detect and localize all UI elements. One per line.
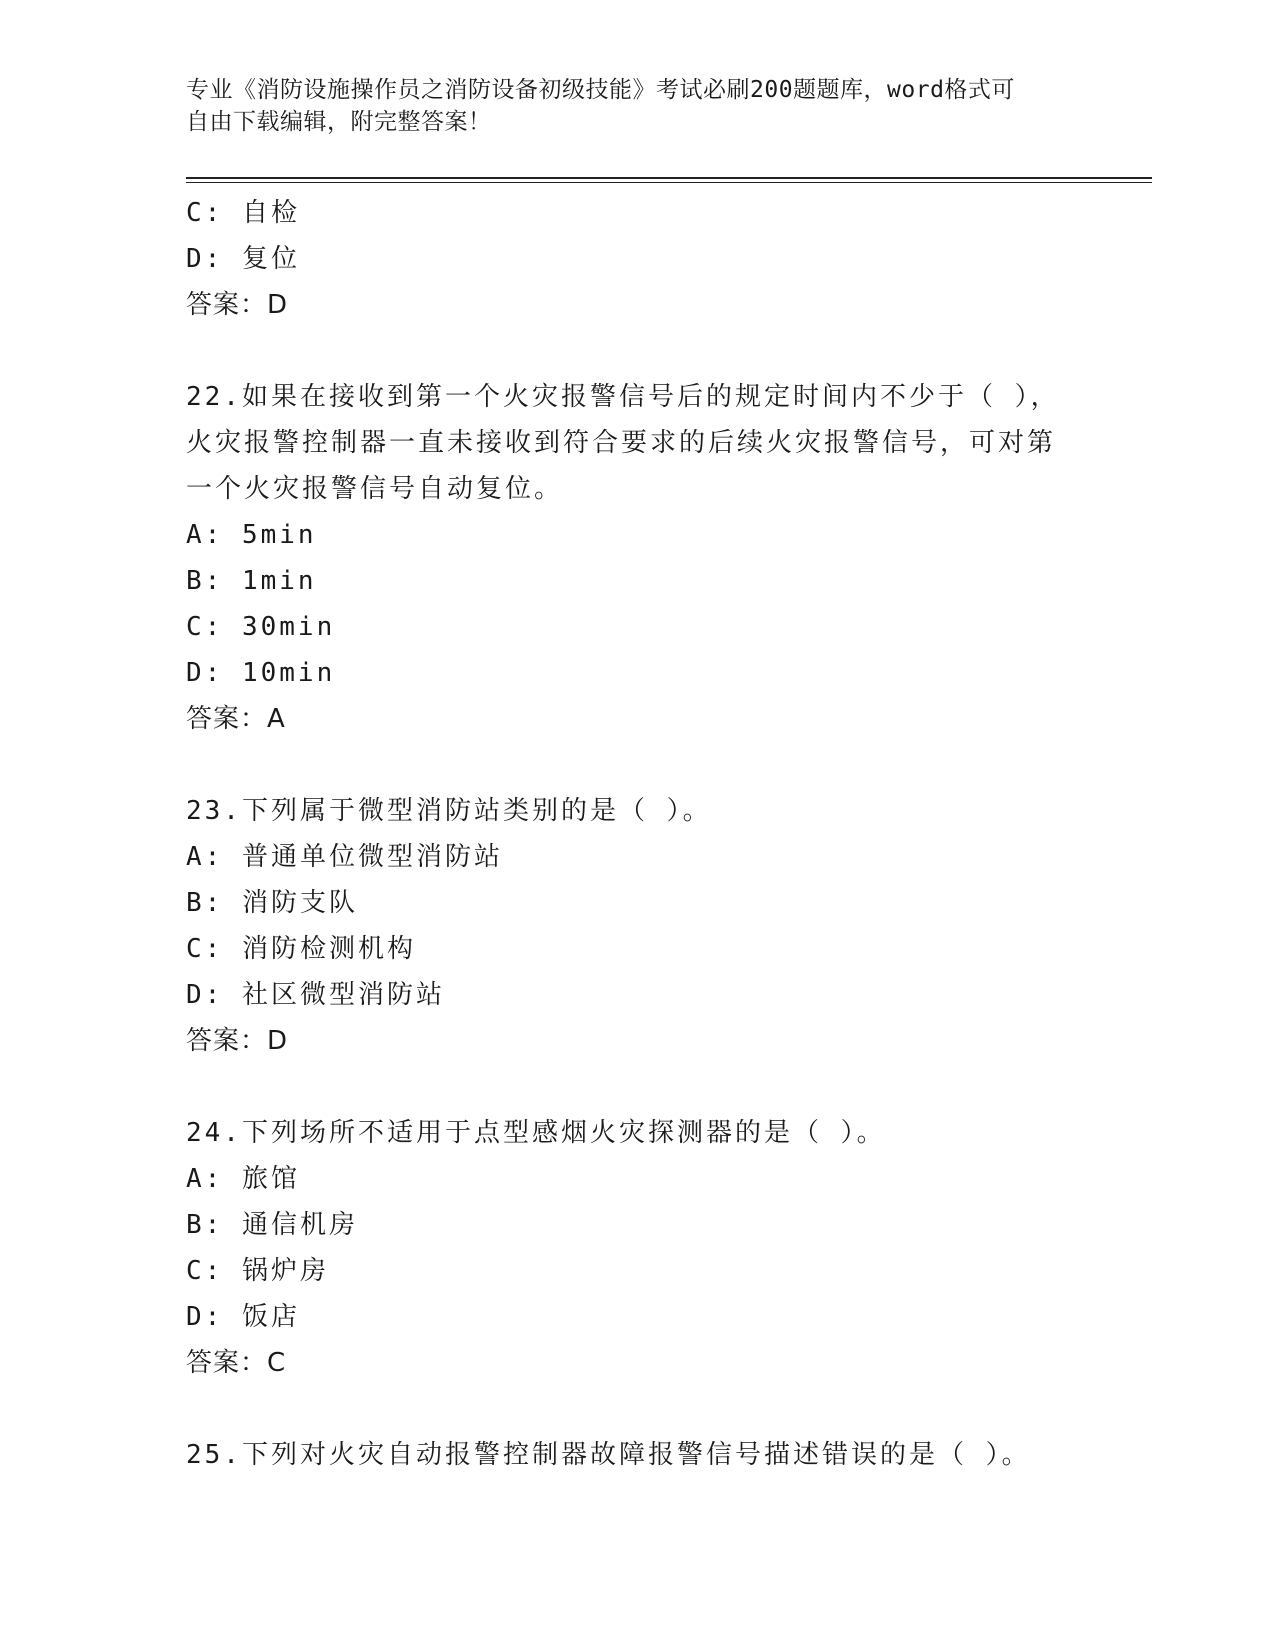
answer-line: 答案：C [186, 1348, 287, 1378]
header-line-1: 专业《消防设施操作员之消防设备初级技能》考试必刷200题题库，word格式可 [186, 77, 1015, 103]
option-b: B: 1min [186, 566, 317, 596]
header-divider [186, 177, 1152, 179]
question-text: 25.下列对火灾自动报警控制器故障报警信号描述错误的是（ ）。 [186, 1440, 1031, 1470]
option-d: D: 10min [186, 658, 336, 688]
option-d: D: 社区微型消防站 [186, 980, 445, 1010]
question-block-22 [186, 374, 1086, 742]
spacer [186, 328, 1086, 374]
header-divider-thin [186, 182, 1152, 183]
answer-line: 答案：A [186, 704, 286, 734]
question-block-24 [186, 1110, 1086, 1386]
option-c: C: 锅炉房 [186, 1256, 329, 1286]
question-text: 22.如果在接收到第一个火灾报警信号后的规定时间内不少于（ ）， [186, 382, 1060, 412]
page-header [186, 74, 1086, 138]
option-a: A: 5min [186, 520, 317, 550]
option-a: A: 普通单位微型消防站 [186, 842, 503, 872]
question-block-23 [186, 788, 1086, 1064]
spacer [186, 742, 1086, 788]
option-c: C: 消防检测机构 [186, 934, 416, 964]
header-line-2: 自由下载编辑，附完整答案！ [186, 109, 492, 135]
answer-line: 答案：D [186, 290, 289, 320]
option-d: D: 复位 [186, 244, 300, 274]
spacer [186, 1064, 1086, 1110]
question-block-25 [186, 1432, 1086, 1478]
option-b: B: 通信机房 [186, 1210, 358, 1240]
question-text: 一个火灾报警信号自动复位。 [186, 474, 564, 504]
option-a: A: 旅馆 [186, 1164, 300, 1194]
question-text: 24.下列场所不适用于点型感烟火灾探测器的是（ ）。 [186, 1118, 886, 1148]
question-list [186, 190, 1086, 1478]
option-d: D: 饭店 [186, 1302, 300, 1332]
spacer [186, 1386, 1086, 1432]
question-text: 23.下列属于微型消防站类别的是（ ）。 [186, 796, 712, 826]
question-block-prev [186, 190, 1086, 328]
option-c: C: 自检 [186, 198, 300, 228]
answer-line: 答案：D [186, 1026, 289, 1056]
option-b: B: 消防支队 [186, 888, 358, 918]
question-text: 火灾报警控制器一直未接收到符合要求的后续火灾报警信号，可对第 [186, 428, 1057, 458]
option-c: C: 30min [186, 612, 336, 642]
